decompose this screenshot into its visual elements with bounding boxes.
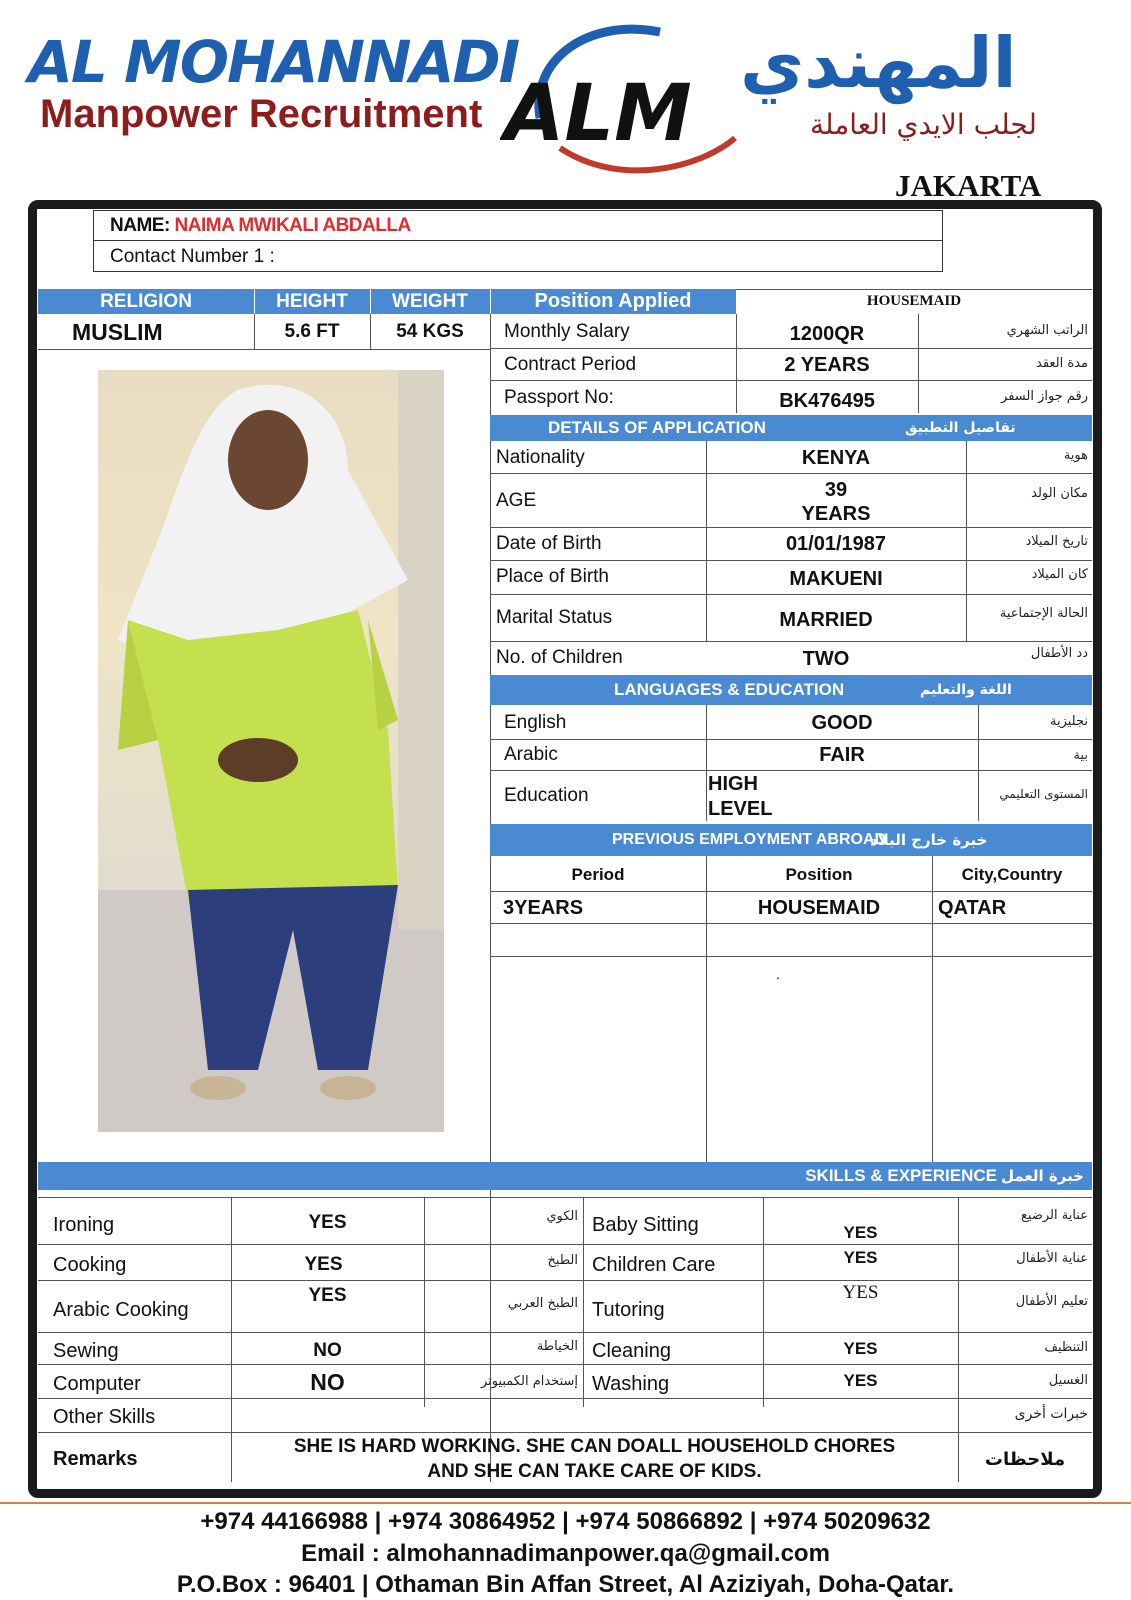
detail-label: No. of Children bbox=[496, 647, 623, 668]
skill-arabic: عناية الرضيع bbox=[1021, 1207, 1088, 1223]
skill-arabic: التنظيف bbox=[1044, 1339, 1088, 1355]
employment-location: QATAR bbox=[938, 896, 1007, 919]
name-box bbox=[93, 210, 943, 272]
detail-value: 39 YEARS bbox=[801, 479, 871, 525]
education-value: HIGH LEVEL bbox=[708, 773, 773, 820]
languages-title: LANGUAGES & EDUCATION bbox=[614, 680, 845, 699]
employment-position: HOUSEMAID bbox=[757, 896, 881, 919]
height-header: HEIGHT bbox=[254, 289, 370, 314]
language-label: English bbox=[504, 711, 567, 733]
skill-value: YES bbox=[843, 1223, 878, 1242]
languages-title-arabic: اللغة والتعليم bbox=[920, 682, 1012, 698]
job-label: Contract Period bbox=[504, 353, 637, 375]
remarks-arabic: ملاحظات bbox=[984, 1448, 1066, 1470]
employment-header-location: City,Country bbox=[961, 864, 1063, 884]
detail-label: Date of Birth bbox=[496, 533, 602, 554]
skill-value: YES bbox=[308, 1212, 347, 1233]
weight-value: 54 KGS bbox=[396, 321, 464, 342]
logo-text: ALM bbox=[504, 69, 692, 159]
alm-logo bbox=[500, 18, 740, 178]
detail-value: 01/01/1987 bbox=[785, 532, 887, 555]
skill-arabic: الطبخ bbox=[547, 1252, 578, 1268]
employment-period: 3YEARS bbox=[503, 896, 584, 919]
contact-row: Contact Number 1 : bbox=[110, 246, 275, 267]
brand-arabic-subtitle: لجلب الايدي العاملة bbox=[810, 108, 1037, 141]
detail-value: KENYA bbox=[801, 447, 871, 469]
footer-address: P.O.Box : 96401 | Othaman Bin Affan Street, Al Aziziyah, Doha-Qatar. bbox=[176, 1571, 955, 1598]
skills-title-arabic: خبرة العمل bbox=[1000, 1167, 1084, 1185]
footer-phones: +974 44166988 | +974 30864952 | +974 50866892 | +974 50209632 bbox=[200, 1508, 931, 1535]
city-label: JAKARTA bbox=[895, 168, 1042, 203]
job-value: BK476495 bbox=[779, 389, 875, 412]
detail-arabic: الحالة الإجتماعية bbox=[999, 605, 1088, 621]
detail-label: AGE bbox=[496, 489, 537, 511]
footer-email: Email : almohannadimanpower.qa@gmail.com bbox=[301, 1540, 830, 1567]
skill-arabic: عناية الأطفال bbox=[1016, 1250, 1088, 1266]
skill-value: YES bbox=[308, 1285, 347, 1306]
skill-arabic: الخياطة bbox=[536, 1338, 578, 1354]
employment-header-period: Period bbox=[571, 864, 625, 884]
brand-name: AL MOHANNADI bbox=[28, 28, 519, 96]
job-label: Monthly Salary bbox=[504, 321, 630, 342]
detail-arabic: كان الميلاد bbox=[1031, 566, 1088, 582]
position-applied-header: Position Applied bbox=[490, 289, 736, 314]
details-title: DETAILS OF APPLICATION bbox=[548, 418, 766, 437]
skill-label: Washing bbox=[592, 1372, 670, 1395]
language-value: FAIR bbox=[819, 743, 865, 766]
skill-label: Baby Sitting bbox=[592, 1213, 699, 1236]
detail-arabic: مكان الولد bbox=[1031, 485, 1088, 501]
detail-label: Nationality bbox=[496, 446, 585, 468]
skill-arabic: الطبخ العربي bbox=[507, 1295, 578, 1311]
skill-arabic: تعليم الأطفال bbox=[1015, 1293, 1088, 1309]
skill-label: Ironing bbox=[53, 1213, 115, 1236]
language-label: Education bbox=[504, 785, 589, 806]
skill-label: Sewing bbox=[53, 1339, 119, 1362]
skill-value: YES bbox=[843, 1371, 878, 1390]
detail-value: MARRIED bbox=[779, 608, 873, 631]
job-value: 1200QR bbox=[789, 322, 865, 345]
details-header-bar bbox=[490, 415, 1092, 441]
details-title-arabic: تفاصيل التطبيق bbox=[905, 420, 1016, 436]
detail-value: TWO bbox=[802, 647, 850, 670]
skill-label: Tutoring bbox=[592, 1298, 665, 1321]
skill-label: Children Care bbox=[592, 1253, 716, 1276]
skill-value: YES bbox=[843, 1339, 878, 1358]
footer-divider bbox=[0, 1502, 1131, 1504]
skills-header-bar bbox=[38, 1162, 1092, 1190]
religion-header: RELIGION bbox=[38, 289, 254, 314]
languages-header-bar bbox=[490, 675, 1092, 705]
skill-label: Cleaning bbox=[592, 1339, 671, 1362]
skill-value: NO bbox=[313, 1340, 342, 1361]
detail-label: Place of Birth bbox=[496, 566, 609, 587]
language-label: Arabic bbox=[504, 744, 558, 765]
remarks-label: Remarks bbox=[53, 1447, 138, 1470]
employment-title: PREVIOUS EMPLOYMENT ABROAD bbox=[612, 831, 887, 848]
photo-illustration bbox=[98, 370, 444, 1132]
skill-label: Cooking bbox=[53, 1253, 127, 1276]
skill-label: Computer bbox=[53, 1372, 141, 1395]
detail-arabic: دد الأطفال bbox=[1030, 645, 1088, 661]
height-value: 5.6 FT bbox=[284, 321, 340, 342]
detail-arabic: هوية bbox=[1063, 447, 1088, 463]
employment-title-arabic: خبرة خارج البلاد bbox=[870, 831, 988, 849]
brand-subtitle: Manpower Recruitment bbox=[40, 92, 483, 136]
language-arabic: المستوى التعليمي bbox=[999, 787, 1088, 801]
skill-arabic: إستخدام الكمبيوتر bbox=[480, 1373, 578, 1389]
other-skills-arabic: خبرات أخرى bbox=[1014, 1406, 1088, 1422]
remarks-text: SHE IS HARD WORKING. SHE CAN DOALL HOUSEHOLD CHORES AND SHE CAN TAKE CARE OF KIDS. bbox=[293, 1436, 896, 1482]
skill-value: YES bbox=[843, 1248, 878, 1267]
skill-arabic: الغسيل bbox=[1048, 1372, 1088, 1388]
skill-value: YES bbox=[304, 1254, 343, 1275]
skills-title: SKILLS & EXPERIENCE bbox=[805, 1166, 997, 1185]
religion-value: MUSLIM bbox=[72, 318, 163, 345]
employment-header-bar bbox=[490, 824, 1092, 856]
job-arabic: الراتب الشهري bbox=[1006, 322, 1088, 338]
skill-label: Arabic Cooking bbox=[53, 1298, 189, 1321]
language-arabic: نجليزية bbox=[1050, 713, 1088, 729]
skill-arabic: الكوي bbox=[546, 1208, 578, 1224]
detail-arabic: تاريخ الميلاد bbox=[1025, 533, 1088, 549]
job-arabic: مدة العقد bbox=[1036, 355, 1088, 371]
employment-header-position: Position bbox=[785, 864, 853, 884]
job-value: 2 YEARS bbox=[784, 354, 870, 376]
detail-label: Marital Status bbox=[496, 607, 613, 628]
language-arabic: بية bbox=[1073, 747, 1088, 763]
job-label: Passport No: bbox=[504, 387, 614, 408]
skill-value: YES bbox=[842, 1282, 879, 1303]
brand-arabic: المهندي bbox=[740, 22, 1017, 104]
detail-value: MAKUENI bbox=[789, 567, 883, 590]
name-label: NAME: bbox=[110, 215, 170, 236]
weight-header: WEIGHT bbox=[370, 289, 490, 314]
language-value: GOOD bbox=[811, 712, 873, 734]
name-row bbox=[94, 211, 942, 241]
candidate-name: NAIMA MWIKALI ABDALLA bbox=[169, 215, 411, 236]
candidate-photo bbox=[98, 370, 444, 1132]
other-skills-label: Other Skills bbox=[53, 1405, 156, 1428]
job-arabic: رقم جواز السفر bbox=[1001, 388, 1088, 404]
position-applied-value: HOUSEMAID bbox=[866, 293, 962, 309]
stray-dot: . bbox=[776, 966, 780, 982]
skill-value: NO bbox=[310, 1368, 345, 1395]
